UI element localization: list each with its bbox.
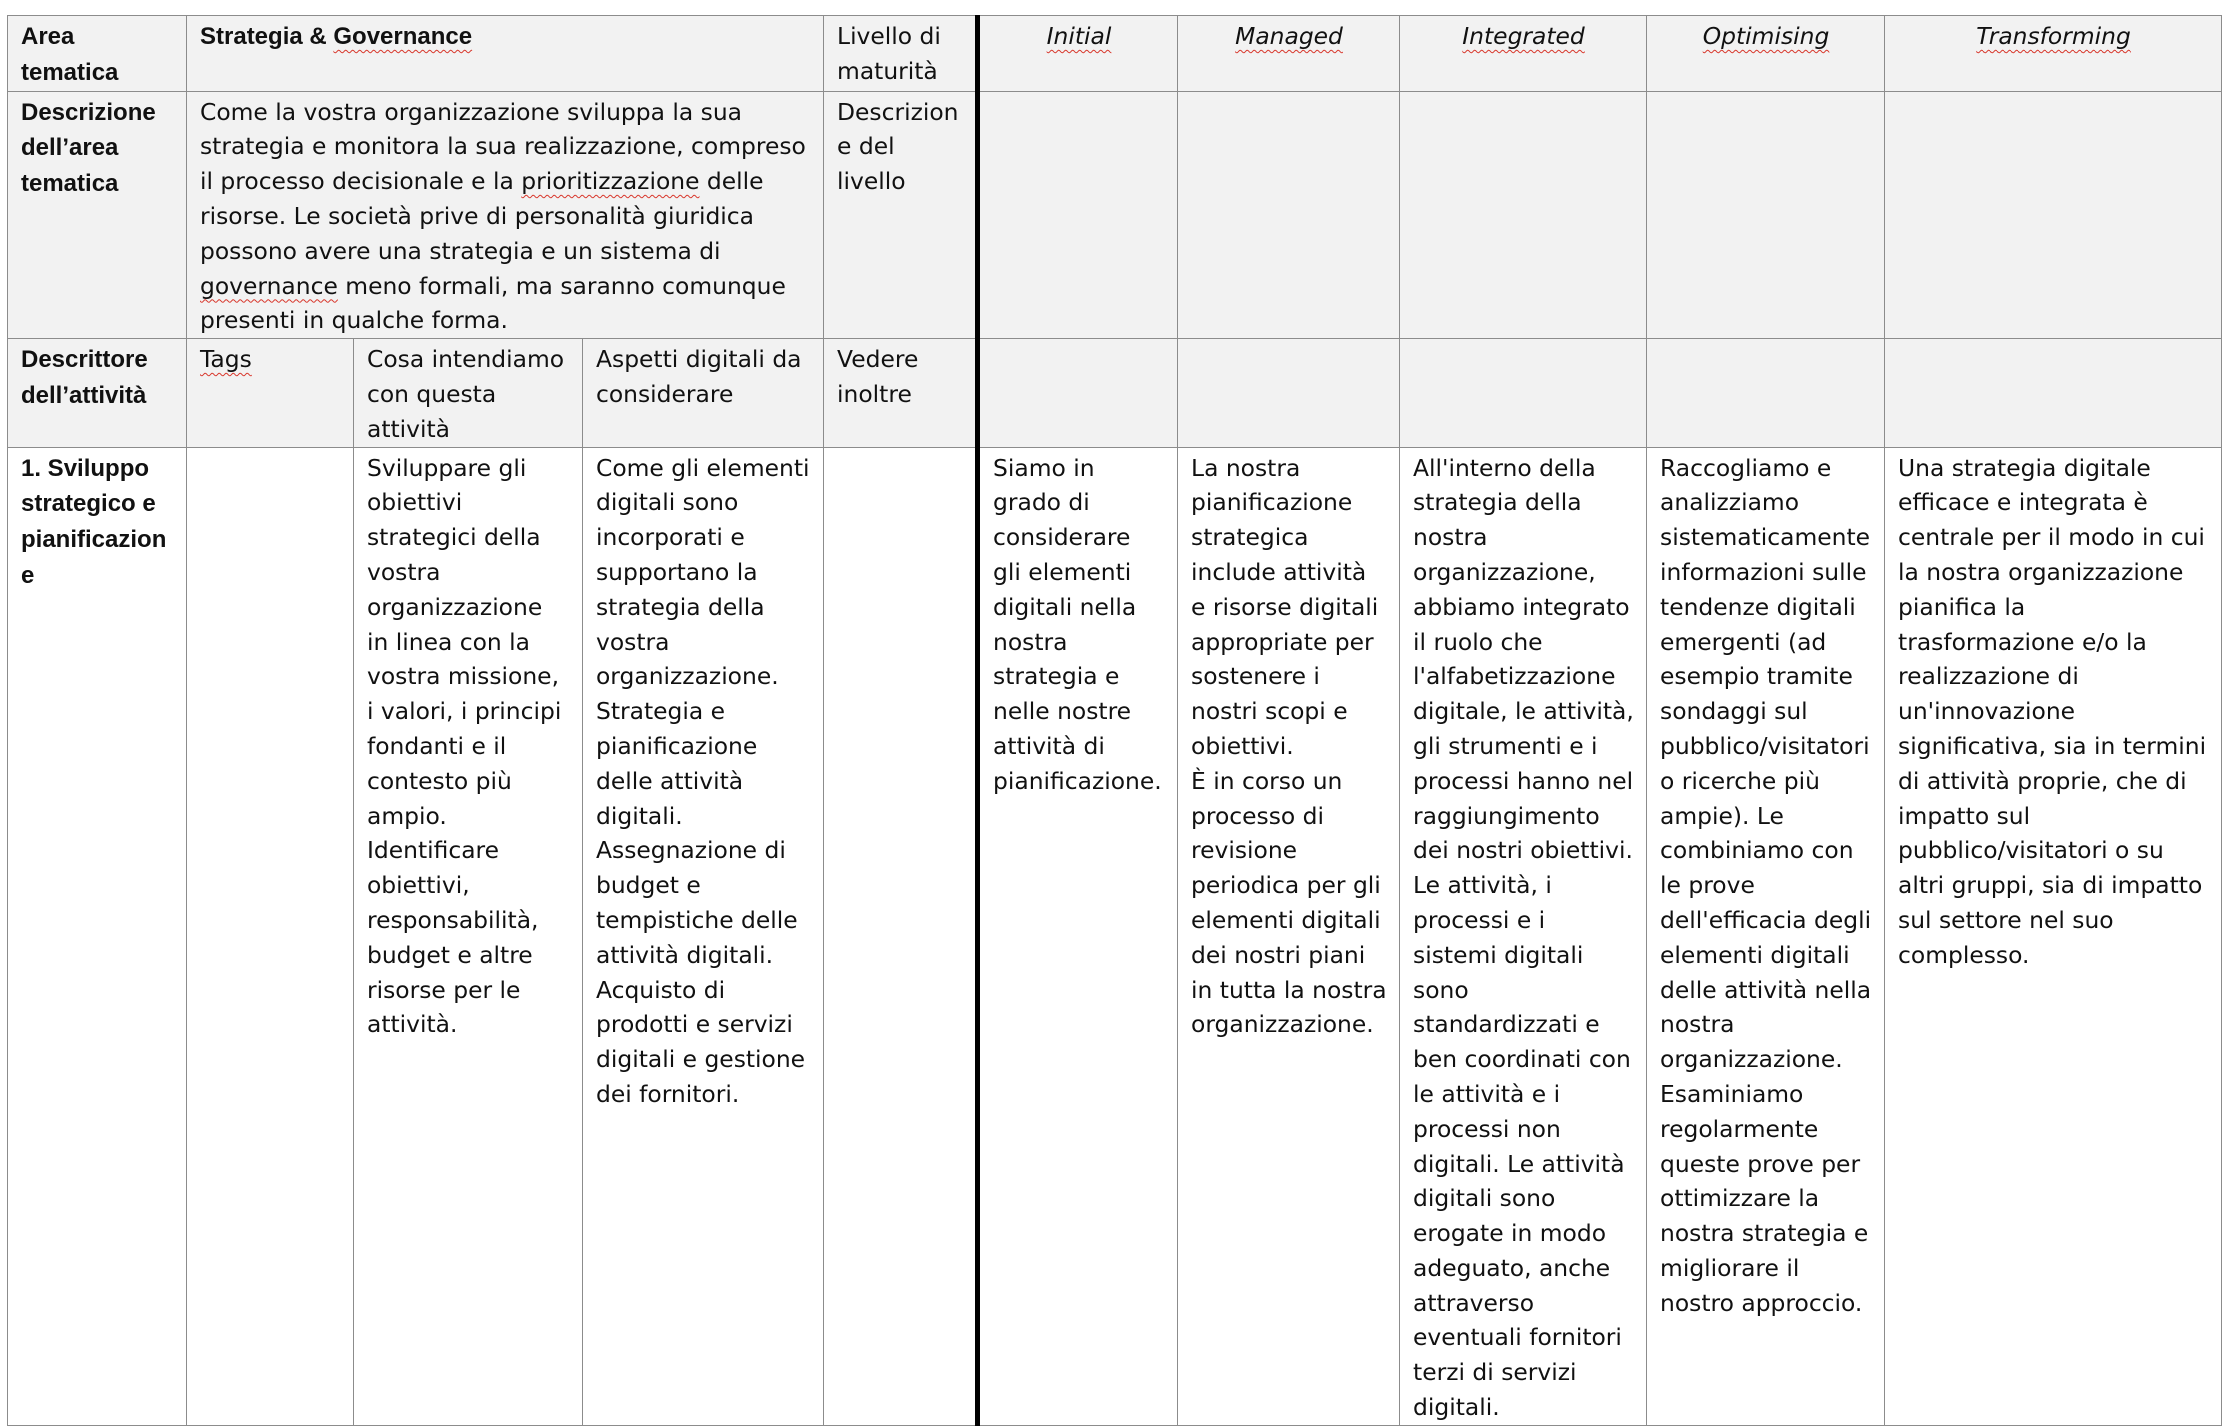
- level-optimising: Optimising: [1647, 16, 1885, 92]
- activity-meaning: Sviluppare gli obiettivi strategici della vostra organizzazione in linea con la vostra missione, i valori, i principi fondanti e il contesto più ampio. Identificare obiettivi, responsabilità, budget e altre risorse per le attività.: [354, 447, 583, 1425]
- descriptor-integrated: [1400, 339, 1647, 447]
- description-row: [8, 91, 2222, 339]
- descriptor-initial: [978, 339, 1178, 447]
- maturity-matrix-table: [7, 15, 2222, 1426]
- activity-managed: La nostra pianificazione strategica include attività e risorse digitali appropriate per sostenere i nostri scopi e obiettivi. È in corso un processo di revisione periodica per gli elementi digitali dei nostri piani in tutta la nostra organizzazione.: [1178, 447, 1400, 1425]
- activity-optimising: Raccogliamo e analizziamo sistematicamente informazioni sulle tendenze digitali emergenti (ad esempio tramite sondaggi sul pubblico/visitatori o ricerche più ampie). Le combiniamo con le prove dell'efficacia degli elementi digitali delle attività nella nostra organizzazione. Esaminiamo regolarmente queste prove per ottimizzare la nostra strategia e migliorare il nostro approccio.: [1647, 447, 1885, 1425]
- level-description-label: Descrizione del livello: [824, 91, 978, 339]
- description-text: Come la vostra organizzazione sviluppa la sua strategia e monitora la sua realizzazione, compreso il processo decisionale e la prioritizzazione delle risorse. Le società prive di personalità giuridica possono avere una strategia e un sistema di governance meno formali, ma saranno comunque presenti in qualche forma.: [187, 91, 824, 339]
- activity-transforming: Una strategia digitale efficace e integrata è centrale per il modo in cui la nostra organizzazione pianifica la trasformazione e/o la realizzazione di un'innovazione significativa, sia in termini di attività proprie, che di impatto sul pubblico/visitatori o su altri gruppi, sia di impatto sul settore nel suo complesso.: [1885, 447, 2222, 1425]
- level-integrated: Integrated: [1400, 16, 1647, 92]
- level-desc-optimising: [1647, 91, 1885, 339]
- activity-tags: [187, 447, 354, 1425]
- area-value: Strategia & Governance: [187, 16, 824, 92]
- area-label: Area tematica: [8, 16, 187, 92]
- descriptor-managed: [1178, 339, 1400, 447]
- tags-header: Tags: [187, 339, 354, 447]
- level-desc-integrated: [1400, 91, 1647, 339]
- level-transforming: Transforming: [1885, 16, 2222, 92]
- header-row: [8, 16, 2222, 92]
- activity-name: 1. Sviluppo strategico e pianificazione: [8, 447, 187, 1425]
- level-desc-managed: [1178, 91, 1400, 339]
- level-initial: Initial: [978, 16, 1178, 92]
- activity-digital-aspects: Come gli elementi digitali sono incorporati e supportano la strategia della vostra organizzazione. Strategia e pianificazione delle attività digitali. Assegnazione di budget e tempistiche delle attività digitali. Acquisto di prodotti e servizi digitali e gestione dei fornitori.: [583, 447, 824, 1425]
- activity-initial: Siamo in grado di considerare gli elementi digitali nella nostra strategia e nelle nostre attività di pianificazione.: [978, 447, 1178, 1425]
- maturity-label: Livello di maturità: [824, 16, 978, 92]
- descriptor-label: Descrittore dell’attività: [8, 339, 187, 447]
- level-managed: Managed: [1178, 16, 1400, 92]
- activity-see-also: [824, 447, 978, 1425]
- description-label: Descrizione dell’area tematica: [8, 91, 187, 339]
- see-also-header: Vedere inoltre: [824, 339, 978, 447]
- meaning-header: Cosa intendiamo con questa attività: [354, 339, 583, 447]
- level-desc-transforming: [1885, 91, 2222, 339]
- descriptor-transforming: [1885, 339, 2222, 447]
- activity-integrated: All'interno della strategia della nostra organizzazione, abbiamo integrato il ruolo che l'alfabetizzazione digitale, le attività, gli strumenti e i processi hanno nel raggiungimento dei nostri obiettivi. Le attività, i processi e i sistemi digitali sono standardizzati e ben coordinati con le attività e i processi non digitali. Le attività digitali sono erogate in modo adeguato, anche attraverso eventuali fornitori terzi di servizi digitali.: [1400, 447, 1647, 1425]
- digital-aspects-header: Aspetti digitali da considerare: [583, 339, 824, 447]
- activity-row: [8, 447, 2222, 1425]
- descriptor-row: [8, 339, 2222, 447]
- descriptor-optimising: [1647, 339, 1885, 447]
- level-desc-initial: [978, 91, 1178, 339]
